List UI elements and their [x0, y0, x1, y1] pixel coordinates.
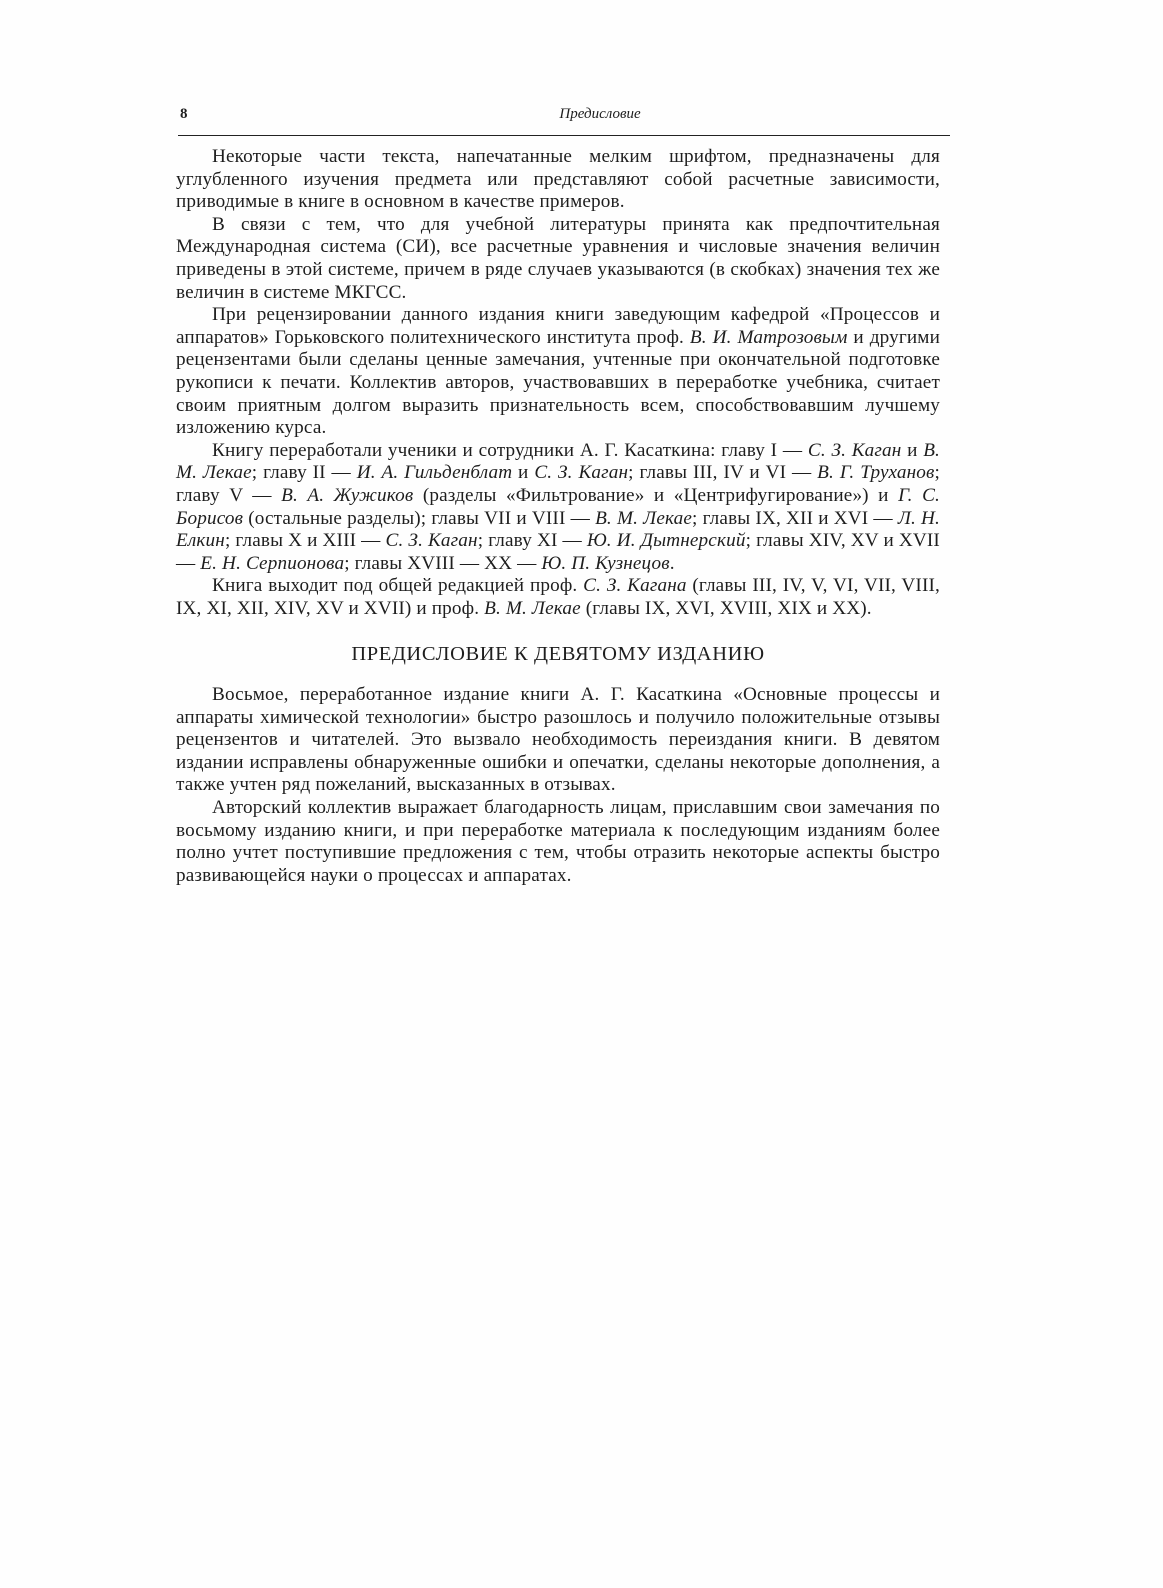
page-number: 8: [180, 106, 188, 122]
text-run: и: [512, 462, 535, 484]
author-name: Г. С. Борисов: [176, 484, 940, 529]
paragraph-small-print-note: Некоторые части текста, напечатанные мелким шрифтом, предназначены для углубленного изучения предмета или представляют собой расчетные зависимости, приводимые в книге в основном в качестве примеров.: [176, 146, 940, 213]
author-name: Ю. П. Кузнецов: [541, 552, 670, 574]
author-name: Л. Н. Елкин: [176, 507, 940, 552]
author-name: С. З. Каган: [807, 439, 902, 461]
text-run: При рецензировании данного издания книги заведующим кафедрой «Процессов и аппаратов» Горьковского политехнического института проф.: [176, 304, 940, 348]
text-run: (главы III, IV, V, VI, VII, VIII, IX, XI, XII, XIV, XV и XVII) и проф.: [176, 575, 940, 619]
text-run: ; главы XVIII — XX —: [344, 552, 542, 574]
header-divider: [178, 135, 950, 136]
section-heading: ПРЕДИСЛОВИЕ К ДЕВЯТОМУ ИЗДАНИЮ: [351, 643, 765, 666]
page-body: [176, 146, 940, 887]
author-name: В. А. Жужиков: [281, 484, 414, 506]
author-name: В. Г. Труханов: [817, 462, 935, 484]
text-run: (разделы «Фильтрование» и «Центрифугирование») и: [413, 484, 899, 506]
paragraph-acknowledgement: Авторский коллектив выражает благодарность лицам, приславшим свои замечания по восьмому изданию книги, и при переработке материала к последующим изданиям более полно учтет поступившие предложения с тем, чтобы отразить некоторые аспекты быстро развивающейся науки о процессах и аппаратах.: [176, 797, 940, 886]
text-run: и другими рецензентами были сделаны ценные замечания, учтенные при окончательной подготовке рукописи к печати. Коллектив авторов, участвовавших в переработке учебника, считает своим приятным долгом выразить признательность всем, способствовавшим лучшему изложению курса.: [176, 326, 940, 439]
text-run: Книга выходит под общей редакцией проф.: [212, 575, 584, 597]
author-name: С. З. Каган: [385, 530, 478, 552]
paragraph-ninth-edition: Восьмое, переработанное издание книги А. Г. Касаткина «Основные процессы и аппараты химической технологии» быстро разошлось и получило положительные отзывы рецензентов и читателей. Это вызвало необходимость переиздания книги. В девятом издании исправлены обнаруженные ошибки и опечатки, сделаны некоторые дополнения, а также учтен ряд пожеланий, высказанных в отзывах.: [176, 684, 940, 796]
author-name: Ю. И. Дытнерский: [586, 530, 746, 552]
text-run: ; главы X и XIII —: [224, 530, 386, 552]
text-run: ; главы III, IV и VI —: [628, 462, 818, 484]
author-name: С. З. Каган: [534, 462, 629, 484]
editor-name: В. М. Лекае: [484, 597, 581, 619]
paragraph-reviewers: [176, 304, 940, 440]
author-name: Е. Н. Серпионова: [200, 552, 345, 574]
editor-name: С. З. Кагана: [583, 575, 687, 597]
text-run: .: [669, 552, 675, 574]
text-run: Книгу переработали ученики и сотрудники А. Г. Касаткина: главу I —: [212, 439, 808, 461]
paragraph-editors: [176, 575, 940, 620]
running-title: Предисловие: [559, 106, 641, 122]
page-header: [180, 106, 949, 136]
paragraph-si-units: В связи с тем, что для учебной литературы принята как предпочтительная Международная система (СИ), все расчетные уравнения и числовые значения величин приведены в этой системе, причем в ряде случаев указываются (в скобках) значения тех же величин в системе МКГСС.: [176, 213, 940, 303]
text-run: ; главы IX, XII и XVI —: [692, 507, 898, 529]
text-run: ; главы XIV, XV и XVII —: [176, 530, 940, 574]
text-run: ; главу XI —: [477, 530, 587, 552]
author-name: И. А. Гильденблат: [356, 462, 513, 484]
author-name: В. М. Лекае: [176, 439, 941, 484]
text-run: ; главу II —: [251, 462, 357, 484]
text-run: (остальные разделы); главы VII и VIII —: [243, 507, 596, 529]
author-name: В. М. Лекае: [595, 507, 693, 529]
text-run: ; главу V —: [176, 462, 940, 506]
paragraph-contributors: [176, 440, 940, 576]
text-run: и: [901, 439, 924, 461]
text-run: (главы IX, XVI, XVIII, XIX и XX).: [580, 597, 872, 619]
reviewer-name: В. И. Матрозовым: [689, 326, 848, 348]
